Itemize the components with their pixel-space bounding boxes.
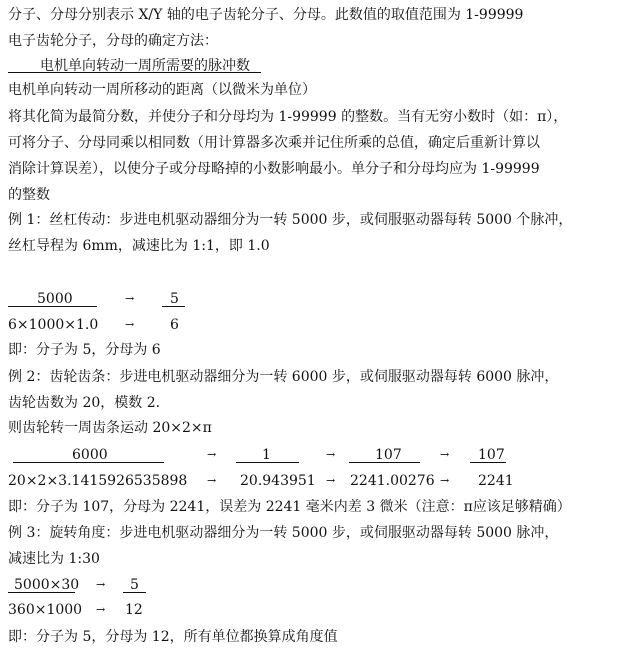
arrow-icon: →	[207, 448, 217, 461]
example2-frac2-bar	[236, 462, 299, 463]
example1-frac1-numerator: 5000	[37, 291, 73, 307]
example2-line-3: 则齿轮转一周齿条运动 20×2×π	[8, 420, 212, 436]
example2-frac2-denominator: 20.943951	[240, 473, 316, 489]
intro-para-3: 消除计算误差），以使分子或分母略掉的小数影响最小。单分子和分母均应为 1-99999	[8, 161, 540, 177]
example1-frac2-numerator: 5	[170, 291, 179, 307]
example1-frac2-denominator: 6	[170, 317, 179, 333]
example3-frac1-bar	[8, 592, 75, 593]
arrow-icon: →	[326, 448, 336, 461]
example2-frac2-numerator: 1	[262, 447, 271, 463]
intro-line-1: 分子、分母分别表示 X/Y 轴的电子齿轮分子、分母。此数值的取值范围为 1-99999	[8, 7, 524, 23]
arrow-icon: →	[207, 474, 217, 487]
example2-frac1-bar	[13, 462, 164, 463]
arrow-icon: →	[440, 448, 450, 461]
example2-frac4-bar	[470, 462, 506, 463]
arrow-icon: →	[96, 603, 106, 616]
formula-fraction-bar	[8, 72, 261, 73]
example2-frac3-numerator: 107	[375, 447, 402, 463]
intro-para-4: 的整数	[8, 187, 50, 203]
example3-line-1: 例 3：旋转角度：步进电机驱动器细分为一转 5000 步，或伺服驱动器每转 5000 脉冲，	[8, 525, 559, 541]
example3-result: 即：分子为 5，分母为 12，所有单位都换算成角度值	[8, 629, 338, 645]
intro-para-1: 将其化简为最简分数，并使分子和分母均为 1-99999 的整数。当有无穷小数时（如：π），	[8, 109, 568, 125]
example2-frac4-denominator: 2241	[478, 473, 514, 489]
formula-denominator: 电机单向转动一周所移动的距离（以微米为单位）	[8, 82, 316, 98]
intro-para-2: 可将分子、分母同乘以相同数（用计算器多次乘并记住所乘的总值，确定后重新计算以	[8, 135, 540, 151]
example2-frac1-numerator: 6000	[72, 447, 108, 463]
example1-frac1-bar	[8, 306, 97, 307]
example2-frac4-numerator: 107	[478, 447, 505, 463]
intro-line-2: 电子齿轮分子，分母的确定方法：	[8, 33, 218, 49]
example2-frac3-bar	[349, 462, 420, 463]
example1-line-2: 丝杠导程为 6mm，减速比为 1:1，即 1.0	[8, 238, 270, 254]
example2-result: 即：分子为 107，分母为 2241，误差为 2241 毫米内差 3 微米（注意：π应该足够精确）	[8, 499, 571, 515]
example1-frac1-denominator: 6×1000×1.0	[8, 317, 99, 333]
arrow-icon: →	[125, 292, 135, 305]
example3-frac2-bar	[123, 592, 146, 593]
example3-line-2: 减速比为 1:30	[8, 551, 100, 567]
example1-line-1: 例 1：丝杠传动：步进电机驱动器细分为一转 5000 步，或伺服驱动器每转 5000 个脉冲，	[8, 212, 573, 228]
example2-frac1-denominator: 20×2×3.1415926535898	[8, 473, 188, 489]
example2-line-2: 齿轮齿数为 20，模数 2.	[8, 395, 161, 411]
example3-frac1-denominator: 360×1000	[8, 602, 83, 618]
example2-frac3-denominator: 2241.00276	[350, 473, 435, 489]
arrow-icon: →	[125, 318, 135, 331]
example1-frac2-bar	[162, 306, 185, 307]
example3-frac2-numerator: 5	[130, 577, 139, 593]
example3-frac2-denominator: 12	[125, 602, 143, 618]
arrow-icon: →	[96, 578, 106, 591]
formula-numerator: 电机单向转动一周所需要的脉冲数	[40, 58, 250, 74]
example2-line-1: 例 2：齿轮齿条：步进电机驱动器细分为一转 6000 步，或伺服驱动器每转 6000 脉冲，	[8, 369, 559, 385]
arrow-icon: →	[440, 474, 450, 487]
example3-frac1-numerator: 5000×30	[14, 577, 80, 593]
example1-result: 即：分子为 5，分母为 6	[8, 342, 161, 358]
arrow-icon: →	[326, 474, 336, 487]
